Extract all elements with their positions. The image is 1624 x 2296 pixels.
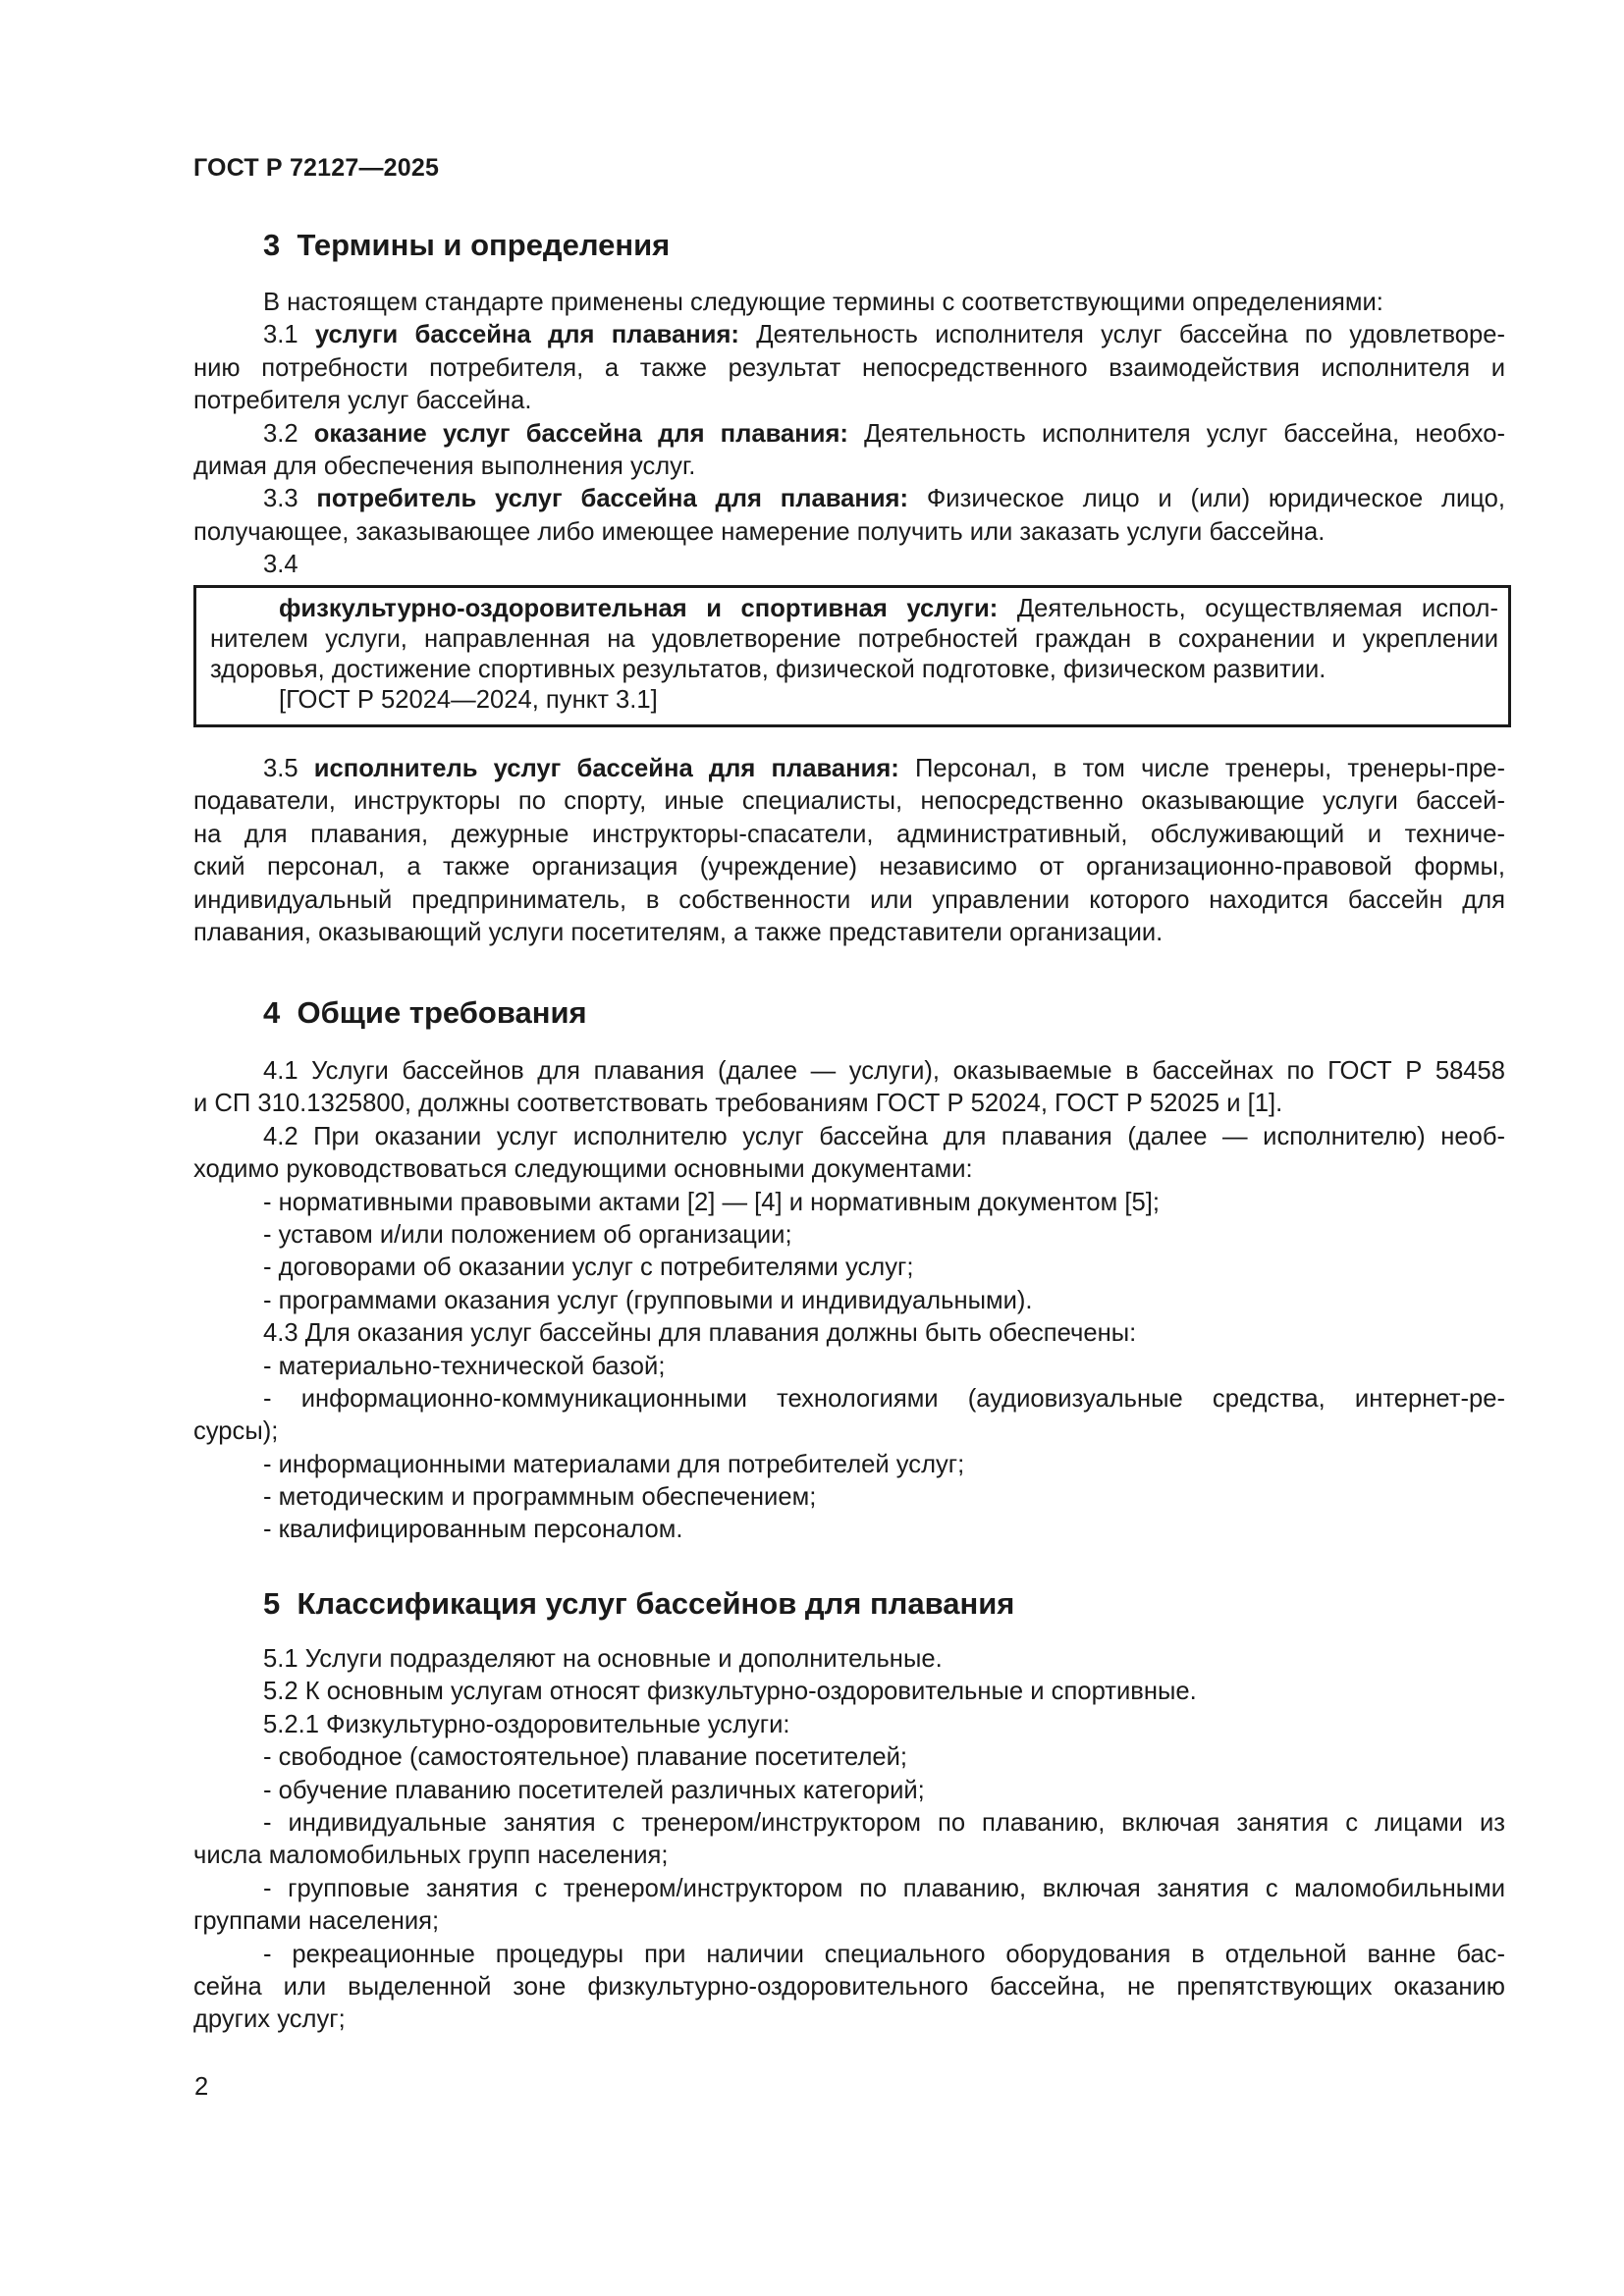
paragraph-line: 5.2 К основным услугам относят физкультурно-оздоровительные и спортивные. [263,1678,1197,1706]
paragraph-line: 5.2.1 Физкультурно-оздоровительные услуги: [263,1710,790,1738]
quoted-definition-box [193,585,1511,727]
paragraph-line: 5.1 Услуги подразделяют на основные и дополнительные. [263,1645,943,1673]
section-3-body-top [193,287,1505,582]
term-3-5-line-1: 3.5 исполнитель услуг бассейна для плавания: Персонал, в том числе тренеры, тренеры-пре- [263,755,1505,782]
paragraph-line: 4.3 Для оказания услуг бассейны для плавания должны быть обеспечены: [263,1319,1137,1348]
term-3-4-source-reference: [ГОСТ Р 52024—2024, пункт 3.1] [279,686,658,714]
term-3-5-name: исполнитель услуг бассейна для плавания: [313,755,899,782]
term-3-1-name: услуги бассейна для плавания: [314,321,739,349]
section-3-intro: В настоящем стандарте применены следующие термины с соответствующими определениями: [263,289,1383,316]
list-item: - информационно-коммуникационными технологиями (аудиовизуальные средства, интернет-ре- [263,1384,1505,1413]
list-item: - материально-технической базой; [263,1352,666,1380]
paragraph-line: ходимо руководствоваться следующими основными документами: [193,1155,973,1184]
list-item-continuation: сурсы); [193,1417,279,1446]
term-3-4-name: физкультурно-оздоровительная и спортивная услуги: [279,595,999,622]
list-item: - договорами об оказании услуг с потребителями услуг; [263,1254,914,1282]
section-5-heading: 5 Классификация услуг бассейнов для плавания [263,1586,1015,1621]
term-3-5-line-5: индивидуальный предприниматель, в собственности или управлении которого находится бассейн для [193,885,1505,914]
list-item: - информационными материалами для потребителей услуг; [263,1450,965,1478]
term-3-2-line-2: димая для обеспечения выполнения услуг. [193,452,696,480]
paragraph-line: и СП 310.1325800, должны соответствовать требованиям ГОСТ Р 52024, ГОСТ Р 52025 и [1]. [193,1090,1283,1118]
list-item: - квалифицированным персоналом. [263,1516,683,1544]
list-item: - уставом и/или положением об организации; [263,1220,792,1249]
term-3-4-line-3: здоровья, достижение спортивных результатов, физической подготовке, физическом развитии. [210,656,1326,683]
term-3-4-line-1: физкультурно-оздоровительная и спортивная услуги: Деятельность, осуществляемая испол- [279,595,1498,622]
list-item-continuation: сейна или выделенной зоне физкультурно-оздоровительного бассейна, не препятствующих оказанию [193,1972,1505,2001]
term-3-1-line-2: нию потребности потребителя, а также результат непосредственного взаимодействия исполнителя и [193,353,1505,382]
term-3-2-line-1: 3.2 оказание услуг бассейна для плавания: Деятельность исполнителя услуг бассейна, необхо- [263,419,1505,448]
list-item: - групповые занятия с тренером/инструктором по плаванию, включая занятия с маломобильными [263,1874,1505,1902]
term-3-5-line-4: ский персонал, а также организация (учреждение) независимо от организационно-правовой формы, [193,853,1505,881]
term-3-5-line-2: подаватели, инструкторы по спорту, иные специалисты, непосредственно оказывающие услуги бассей- [193,787,1505,816]
term-3-5-line-3: на для плавания, дежурные инструкторы-спасатели, административный, обслуживающий и техниче- [193,820,1505,848]
term-3-5-line-6: плавания, оказывающий услуги посетителям, а также представители организации. [193,918,1164,946]
term-3-3-line-2: получающее, заказывающее либо имеющее намерение получить или заказать услуги бассейна. [193,517,1326,546]
section-3-body-bottom [193,753,1505,949]
list-item: - индивидуальные занятия с тренером/инструктором по плаванию, включая занятия с лицами из [263,1808,1505,1837]
list-item: - нормативными правовыми актами [2] — [4] и нормативным документом [5]; [263,1188,1160,1216]
list-item: - программами оказания услуг (групповыми и индивидуальными). [263,1286,1033,1314]
list-item-continuation: числа маломобильных групп населения; [193,1842,669,1870]
term-3-3-line-1: 3.3 потребитель услуг бассейна для плавания: Физическое лицо и (или) юридическое лицо, [263,485,1505,513]
list-item-continuation: группами населения; [193,1907,440,1936]
section-4-heading: 4 Общие требования [263,995,587,1030]
list-item-continuation: других услуг; [193,2005,346,2034]
term-3-2-name: оказание услуг бассейна для плавания: [313,419,848,448]
list-item: - обучение плаванию посетителей различных категорий; [263,1776,925,1804]
list-item: - рекреационные процедуры при наличии специального оборудования в отдельной ванне бас- [263,1940,1505,1968]
term-3-4-number: 3.4 [263,551,298,579]
term-3-3-name: потребитель услуг бассейна для плавания: [316,485,909,513]
term-3-1-line-3: потребителя услуг бассейна. [193,387,532,415]
term-3-4-line-2: нителем услуги, направленная на удовлетворение потребностей граждан в сохранении и укреплении [210,625,1498,653]
section-4-body [193,1055,1505,1547]
section-5-body [193,1643,1505,2037]
paragraph-line: 4.1 Услуги бассейнов для плавания (далее — услуги), оказываемые в бассейнах по ГОСТ Р 58458 [263,1057,1505,1085]
page-number: 2 [194,2073,209,2101]
paragraph-line: 4.2 При оказании услуг исполнителю услуг бассейна для плавания (далее — исполнителю) необ- [263,1122,1505,1150]
list-item: - методическим и программным обеспечением; [263,1483,817,1512]
list-item: - свободное (самостоятельное) плавание посетителей; [263,1743,908,1772]
document-code-header: ГОСТ Р 72127—2025 [193,154,440,182]
section-3-heading: 3 Термины и определения [263,228,671,262]
term-3-1-line-1: 3.1 услуги бассейна для плавания: Деятельность исполнителя услуг бассейна по удовлетворе- [263,321,1505,349]
